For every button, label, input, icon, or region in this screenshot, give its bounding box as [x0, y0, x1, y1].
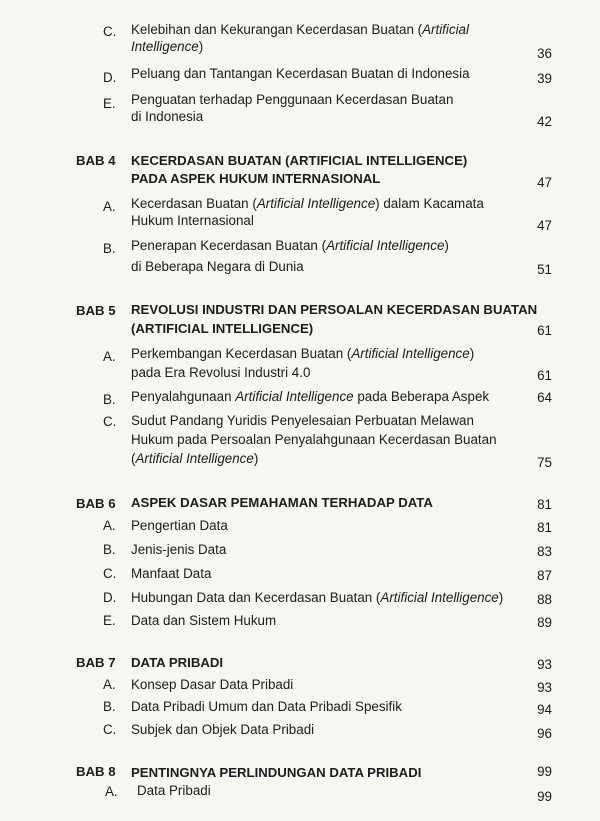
entry-letter: B. [103, 392, 116, 407]
entry-title-line: Manfaat Data [131, 566, 212, 581]
chapter-title-line: PADA ASPEK HUKUM INTERNASIONAL [131, 171, 381, 186]
entry-letter: C. [103, 24, 117, 39]
page-number: 89 [537, 615, 552, 630]
entry-title-line: Data dan Sistem Hukum [131, 613, 277, 628]
entry-title-line: Konsep Dasar Data Pribadi [131, 677, 294, 692]
page-number: 47 [537, 218, 552, 233]
entry-letter: A. [103, 677, 116, 692]
page-number: 47 [537, 175, 552, 190]
page-number: 94 [537, 702, 552, 717]
entry-letter: D. [103, 70, 117, 85]
page-number: 87 [537, 568, 552, 583]
entry-title-line: Sudut Pandang Yuridis Penyelesaian Perbuatan Melawan [131, 413, 474, 428]
page-number: 93 [537, 680, 552, 695]
entry-title-line: Hubungan Data dan Kecerdasan Buatan (Artificial Intelligence) [131, 590, 504, 605]
page-number: 99 [537, 789, 552, 804]
chapter-code: BAB 4 [76, 153, 116, 168]
entry-title-line: di Beberapa Negara di Dunia [131, 259, 304, 274]
entry-title-line: Data Pribadi Umum dan Data Pribadi Spesifik [131, 699, 402, 714]
chapter-title-line: (ARTIFICIAL INTELLIGENCE) [131, 321, 314, 336]
page-number: 81 [537, 520, 552, 535]
entry-letter: B. [103, 241, 116, 256]
entry-letter: A. [103, 518, 116, 533]
page-number: 83 [537, 544, 552, 559]
entry-title-line: (Artificial Intelligence) [131, 451, 259, 466]
page-number: 42 [537, 114, 552, 129]
entry-title-line: Hukum pada Persoalan Penyalahgunaan Kecerdasan Buatan [131, 432, 497, 447]
entry-letter: A. [105, 784, 118, 799]
entry-letter: E. [103, 96, 116, 111]
entry-title-line: di Indonesia [131, 109, 204, 124]
entry-title-line: Data Pribadi [137, 783, 211, 798]
entry-letter: C. [103, 566, 117, 581]
entry-letter: A. [103, 349, 116, 364]
page-number: 51 [537, 262, 552, 277]
page-number: 61 [537, 323, 552, 338]
entry-title-line: Penerapan Kecerdasan Buatan (Artificial Intelligence) [131, 238, 449, 253]
entry-title-line: pada Era Revolusi Industri 4.0 [131, 365, 311, 380]
entry-letter: D. [103, 590, 117, 605]
entry-title-line: Hukum Internasional [131, 213, 254, 228]
entry-letter: A. [103, 199, 116, 214]
chapter-title-line: KECERDASAN BUATAN (ARTIFICIAL INTELLIGENCE) [131, 153, 468, 168]
page-number: 61 [537, 368, 552, 383]
entry-title-line: Intelligence) [131, 39, 204, 54]
chapter-title-line: ASPEK DASAR PEMAHAMAN TERHADAP DATA [131, 495, 433, 510]
chapter-code: BAB 7 [76, 655, 116, 670]
entry-title-line: Peluang dan Tantangan Kecerdasan Buatan di Indonesia [131, 66, 470, 81]
entry-letter: B. [103, 699, 116, 714]
entry-letter: C. [103, 722, 117, 737]
entry-letter: B. [103, 542, 116, 557]
entry-letter: C. [103, 414, 117, 429]
entry-title-line: Subjek dan Objek Data Pribadi [131, 722, 315, 737]
entry-title-line: Kelebihan dan Kekurangan Kecerdasan Buatan (Artificial [131, 22, 469, 37]
entry-title-line: Jenis-jenis Data [131, 542, 227, 557]
chapter-title-line: PENTINGNYA PERLINDUNGAN DATA PRIBADI [131, 765, 422, 780]
page-number: 39 [537, 71, 552, 86]
entry-title-line: Kecerdasan Buatan (Artificial Intelligence) dalam Kacamata [131, 196, 484, 211]
entry-title-line: Pengertian Data [131, 518, 228, 533]
page-number: 75 [537, 455, 552, 470]
chapter-code: BAB 8 [76, 764, 116, 779]
chapter-code: BAB 5 [76, 303, 116, 318]
page-number: 99 [537, 764, 552, 779]
chapter-title-line: DATA PRIBADI [131, 655, 224, 670]
page-number: 64 [537, 390, 552, 405]
page-number: 36 [537, 46, 552, 61]
entry-letter: E. [103, 613, 116, 628]
page-number: 81 [537, 497, 552, 512]
chapter-code: BAB 6 [76, 496, 116, 511]
page-number: 88 [537, 592, 552, 607]
page-number: 93 [537, 657, 552, 672]
entry-title-line: Penyalahgunaan Artificial Intelligence pada Beberapa Aspek [131, 389, 490, 404]
entry-title-line: Perkembangan Kecerdasan Buatan (Artificial Intelligence) [131, 346, 475, 361]
chapter-title-line: REVOLUSI INDUSTRI DAN PERSOALAN KECERDASAN BUATAN [131, 302, 538, 317]
entry-title-line: Penguatan terhadap Penggunaan Kecerdasan Buatan [131, 92, 454, 107]
page-number: 96 [537, 726, 552, 741]
